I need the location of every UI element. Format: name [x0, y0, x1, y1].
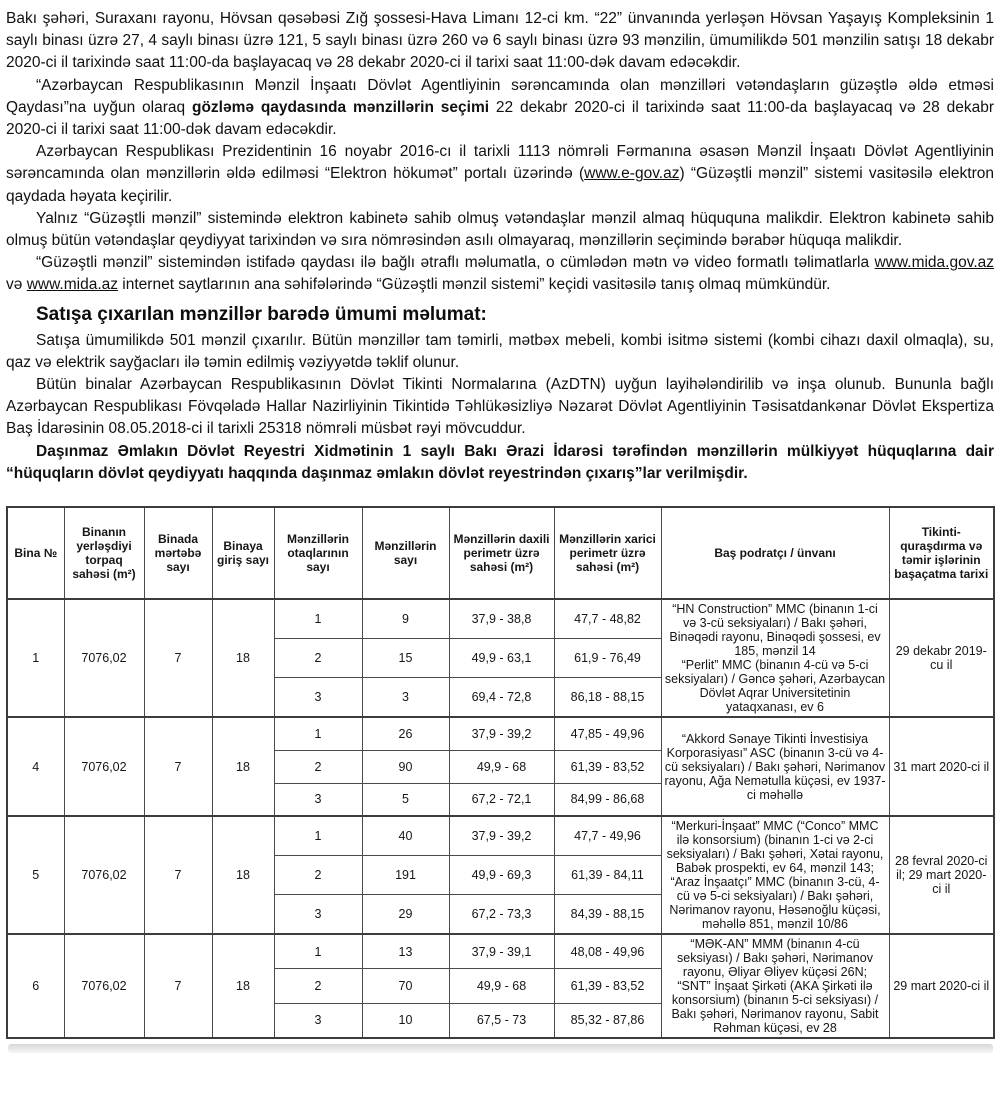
cell-otaq: 1 [274, 599, 362, 638]
header-otaq-sayi: Mənzillərin otaqlarının sayı [274, 507, 362, 599]
paragraph-azdtn: Bütün binalar Azərbaycan Respublikasının Dövlət Tikinti Normalarına (AzDTN) uyğun layihələndirilib və inşa olunub. Bununla bağlı Azərbaycan Respublikası Fövqəladə Hallar Nazirliyinin Tikintidə Təhlükəsizliyə Nəzarət Dövlət Agentliyinin Təsisatdankənar Dövlət Ekspertiza Baş İdarəsinin 08.05.2018-ci il tarixli 25318 nömrəli müsbət rəyi mövcuddur. [6, 376, 994, 438]
cell-menzil-sayi: 5 [362, 783, 449, 816]
cell-bina-no: 6 [7, 934, 64, 1038]
buildings-table [6, 506, 995, 1039]
paragraph-mida-post: internet saytlarının ana səhifələrində “Güzəştli mənzil sistemi” keçidi vasitəsilə tanış olmaq mümkündür. [118, 276, 831, 294]
cell-daxili: 49,9 - 69,3 [449, 855, 554, 894]
table-row-building-5 [7, 816, 994, 855]
cell-giris: 18 [212, 599, 274, 717]
cell-torpaq: 7076,02 [64, 934, 144, 1038]
header-mertebe-sayi: Binada mərtəbə sayı [144, 507, 212, 599]
header-torpaq-sahesi: Binanın yerləşdiyi torpaq sahəsi (m²) [64, 507, 144, 599]
cell-tarix: 28 fevral 2020-ci il; 29 mart 2020-ci il [889, 816, 994, 934]
paragraph-mida-mid: və [6, 276, 27, 294]
cell-tarix: 29 dekabr 2019-cu il [889, 599, 994, 717]
cell-giris: 18 [212, 816, 274, 934]
header-tikinti-tarixi: Tikinti-quraşdırma və təmir işlərinin başaçatma tarixi [889, 507, 994, 599]
paragraph-egov [6, 141, 994, 208]
cell-daxili: 67,2 - 72,1 [449, 783, 554, 816]
cell-mertebe: 7 [144, 599, 212, 717]
contractor-line: “Akkord Sənaye Tikinti İnvestisiya Korporasiyası” ASC (binanın 3-cü və 4-cü seksiyaları) / Bakı şəhəri, Nərimanov rayonu, Ağa Nemətulla küçəsi, ev 1937-ci məhəllə [664, 731, 886, 802]
paragraph-mida-sites [6, 252, 994, 296]
contractor-line: “SNT” İnşaat Şirkəti (AKA Şirkəti ilə konsorsium) (binanın 5-ci seksiyası) / Bakı şəhəri, Nərimanov rayonu, Sabit Rəhman küçəsi, ev 28 [671, 979, 879, 1036]
cell-torpaq: 7076,02 [64, 816, 144, 934]
cell-daxili: 67,2 - 73,3 [449, 895, 554, 934]
header-podratci: Baş podratçı / ünvanı [661, 507, 889, 599]
cell-otaq: 2 [274, 638, 362, 677]
table-row-building-4 [7, 717, 994, 750]
cell-xarici: 47,7 - 48,82 [554, 599, 661, 638]
cell-daxili: 37,9 - 38,8 [449, 599, 554, 638]
paragraph-egov-post: ) “Güzəştli mənzil” sistemi vasitəsilə elektron qaydada həyata keçirilir. [6, 165, 994, 205]
cell-podratci [661, 816, 889, 934]
cell-giris: 18 [212, 934, 274, 1038]
cell-podratci [661, 599, 889, 717]
cell-bina-no: 1 [7, 599, 64, 717]
cell-menzil-sayi: 40 [362, 816, 449, 855]
header-daxili-perimetr: Mənzillərin daxili perimetr üzrə sahəsi (m²) [449, 507, 554, 599]
cell-otaq: 2 [274, 855, 362, 894]
cell-menzil-sayi: 90 [362, 750, 449, 783]
cell-daxili: 37,9 - 39,1 [449, 934, 554, 969]
cell-menzil-sayi: 13 [362, 934, 449, 969]
cell-menzil-sayi: 10 [362, 1003, 449, 1038]
table-row-building-1 [7, 599, 994, 638]
header-bina-no: Bina № [7, 507, 64, 599]
cell-xarici: 84,99 - 86,68 [554, 783, 661, 816]
cell-menzil-sayi: 29 [362, 895, 449, 934]
cell-daxili: 37,9 - 39,2 [449, 717, 554, 750]
cell-menzil-sayi: 70 [362, 969, 449, 1004]
table-header-row [7, 507, 994, 599]
cell-xarici: 47,85 - 49,96 [554, 717, 661, 750]
cell-bina-no: 5 [7, 816, 64, 934]
mida-gov-link[interactable]: www.mida.gov.az [874, 254, 994, 272]
cell-otaq: 1 [274, 934, 362, 969]
cell-daxili: 69,4 - 72,8 [449, 678, 554, 717]
cell-daxili: 49,9 - 68 [449, 750, 554, 783]
cell-xarici: 61,39 - 83,52 [554, 969, 661, 1004]
cell-otaq: 3 [274, 1003, 362, 1038]
cell-menzil-sayi: 26 [362, 717, 449, 750]
paragraph-mida-pre: “Güzəştli mənzil” sistemindən istifadə qaydası ilə bağlı ətraflı məlumatla, o cümlədən mətn və video formatlı təlimatlarla [36, 254, 875, 272]
cell-daxili: 49,9 - 63,1 [449, 638, 554, 677]
paragraph-sale-announcement: Bakı şəhəri, Suraxanı rayonu, Hövsan qəsəbəsi Zığ şossesi-Hava Limanı 12-ci km. “22” ünvanında yerləşən Hövsan Yaşayış Kompleksinin 1 saylı binası üzrə 27, 4 saylı binası üzrə 121, 5 saylı binası üzrə 260 və 6 saylı binası üzrə 93 mənzilin, ümumilikdə 501 mənzilin satışı 18 dekabr 2020-ci il tarixində saat 11:00-da başlayacaq və 28 dekabr 2020-ci il tarixi saat 11:00-dək davam edəcəkdir. [6, 10, 994, 72]
paragraph-general-info: Satışa ümumilikdə 501 mənzil çıxarılır. Bütün mənzillər tam təmirli, mətbəx mebeli, kombi isitmə sistemi (kombi cihazı daxil olmaqla), su, qaz və elektrik sayğacları ilə təmin edilmiş vəziyyətdə təklif olunur. [6, 331, 994, 371]
cell-xarici: 61,39 - 83,52 [554, 750, 661, 783]
cell-otaq: 2 [274, 750, 362, 783]
cell-otaq: 1 [274, 717, 362, 750]
cell-menzil-sayi: 9 [362, 599, 449, 638]
cell-xarici: 47,7 - 49,96 [554, 816, 661, 855]
cell-torpaq: 7076,02 [64, 599, 144, 717]
cell-menzil-sayi: 15 [362, 638, 449, 677]
paragraph-waiting-list [6, 75, 994, 142]
cell-giris: 18 [212, 717, 274, 816]
cell-daxili: 67,5 - 73 [449, 1003, 554, 1038]
table-row-building-6 [7, 934, 994, 969]
waiting-list-bold-phrase: gözləmə qaydasında mənzillərin seçimi [191, 98, 490, 116]
cell-otaq: 3 [274, 783, 362, 816]
cell-mertebe: 7 [144, 816, 212, 934]
cell-daxili: 49,9 - 68 [449, 969, 554, 1004]
cell-torpaq: 7076,02 [64, 717, 144, 816]
contractor-line: “Perlit” MMC (binanın 4-cü və 5-ci seksiyaları) / Gəncə şəhəri, Azərbaycan Dövlət Aqrar Universitetinin yataqxanası, ev 6 [664, 658, 886, 715]
contractor-line: “Merkuri-İnşaat” MMC (“Conco” MMC ilə konsorsium) (binanın 1-ci və 2-ci seksiyaları) / Bakı şəhəri, Xətai rayonu, Babək prospekti, ev 64, mənzil 143; [666, 819, 884, 876]
paragraph-waiting-list-pre: “Azərbaycan Respublikasının Mənzil İnşaatı Dövlət Agentliyinin sərəncamında olan mənzilləri vətəndaşların güzəştlə əldə etməsi Qaydası”na uyğun olaraq [6, 76, 994, 116]
paragraph-egov-pre: Azərbaycan Respublikası Prezidentinin 16 noyabr 2016-cı il tarixli 1113 nömrəli Fərmanına əsasən Mənzil İnşaatı Dövlət Agentliyinin sərəncamında olan mənzillərin əldə edilməsi “Elektron hökumət” portalı üzərində ( [6, 143, 994, 183]
cell-xarici: 85,32 - 87,86 [554, 1003, 661, 1038]
cell-otaq: 3 [274, 895, 362, 934]
cell-tarix: 31 mart 2020-ci il [889, 717, 994, 816]
cell-xarici: 86,18 - 88,15 [554, 678, 661, 717]
header-menzil-sayi: Mənzillərin sayı [362, 507, 449, 599]
cell-otaq: 1 [274, 816, 362, 855]
contractor-line: “MƏK-AN” MMM (binanın 4-cü seksiyası) / Bakı şəhəri, Nərimanov rayonu, Əliyar Əliyev küçəsi 26N; [677, 937, 873, 980]
document-body [6, 8, 994, 1053]
cell-otaq: 3 [274, 678, 362, 717]
cell-daxili: 37,9 - 39,2 [449, 816, 554, 855]
cell-podratci [661, 934, 889, 1038]
mida-link[interactable]: www.mida.az [26, 276, 118, 294]
section-heading: Satışa çıxarılan mənzillər barədə ümumi məlumat: [36, 303, 487, 325]
cell-menzil-sayi: 191 [362, 855, 449, 894]
cell-mertebe: 7 [144, 934, 212, 1038]
cell-bina-no: 4 [7, 717, 64, 816]
cell-mertebe: 7 [144, 717, 212, 816]
cell-tarix: 29 mart 2020-ci il [889, 934, 994, 1038]
page-bottom-divider [8, 1044, 993, 1053]
egov-link[interactable]: www.e-gov.az [584, 165, 680, 183]
cell-xarici: 48,08 - 49,96 [554, 934, 661, 969]
cell-xarici: 61,9 - 76,49 [554, 638, 661, 677]
paragraph-registry-bold: Daşınmaz Əmlakın Dövlət Reyestri Xidmətinin 1 saylı Bakı Ərazi İdarəsi tərəfindən mənzillərin mülkiyyət hüquqlarına dair “hüquqların dövlət qeydiyyatı haqqında daşınmaz əmlakın dövlət reyestrindən çıxarış”lar verilmişdir. [6, 442, 994, 482]
contractor-line: “Araz İnşaatçı” MMC (binanın 3-cü, 4-cü və 5-ci seksiyaları) / Bakı şəhəri, Nərimanov rayonu, Həsənoğlu küçəsi, məhəllə 851, mənzil 10/86 [669, 875, 881, 932]
cell-podratci [661, 717, 889, 816]
cell-menzil-sayi: 3 [362, 678, 449, 717]
header-xarici-perimetr: Mənzillərin xarici perimetr üzrə sahəsi (m²) [554, 507, 661, 599]
paragraph-waiting-list-post: 22 dekabr 2020-ci il tarixində saat 11:00-da başlayacaq və 28 dekabr 2020-ci il tarixi saat 11:00-dək davam edəcəkdir. [6, 98, 994, 139]
cell-otaq: 2 [274, 969, 362, 1004]
cell-xarici: 61,39 - 84,11 [554, 855, 661, 894]
paragraph-eligibility: Yalnız “Güzəştli mənzil” sistemində elektron kabinetə sahib olmuş vətəndaşlar mənzil almaq hüququna malikdir. Elektron kabinetə sahib olmuş bütün vətəndaşlar qeydiyyat tarixindən və sıra nömrəsindən asılı olmayaraq, mənzillərin seçimində bərabər hüquqa malikdir. [6, 209, 994, 250]
cell-xarici: 84,39 - 88,15 [554, 895, 661, 934]
contractor-line: “HN Construction” MMC (binanın 1-ci və 3-cü seksiyaları) / Bakı şəhəri, Binəqədi rayonu, Binəqədi şossesi, ev 185, mənzil 14 [669, 602, 881, 659]
header-giris-sayi: Binaya giriş sayı [212, 507, 274, 599]
